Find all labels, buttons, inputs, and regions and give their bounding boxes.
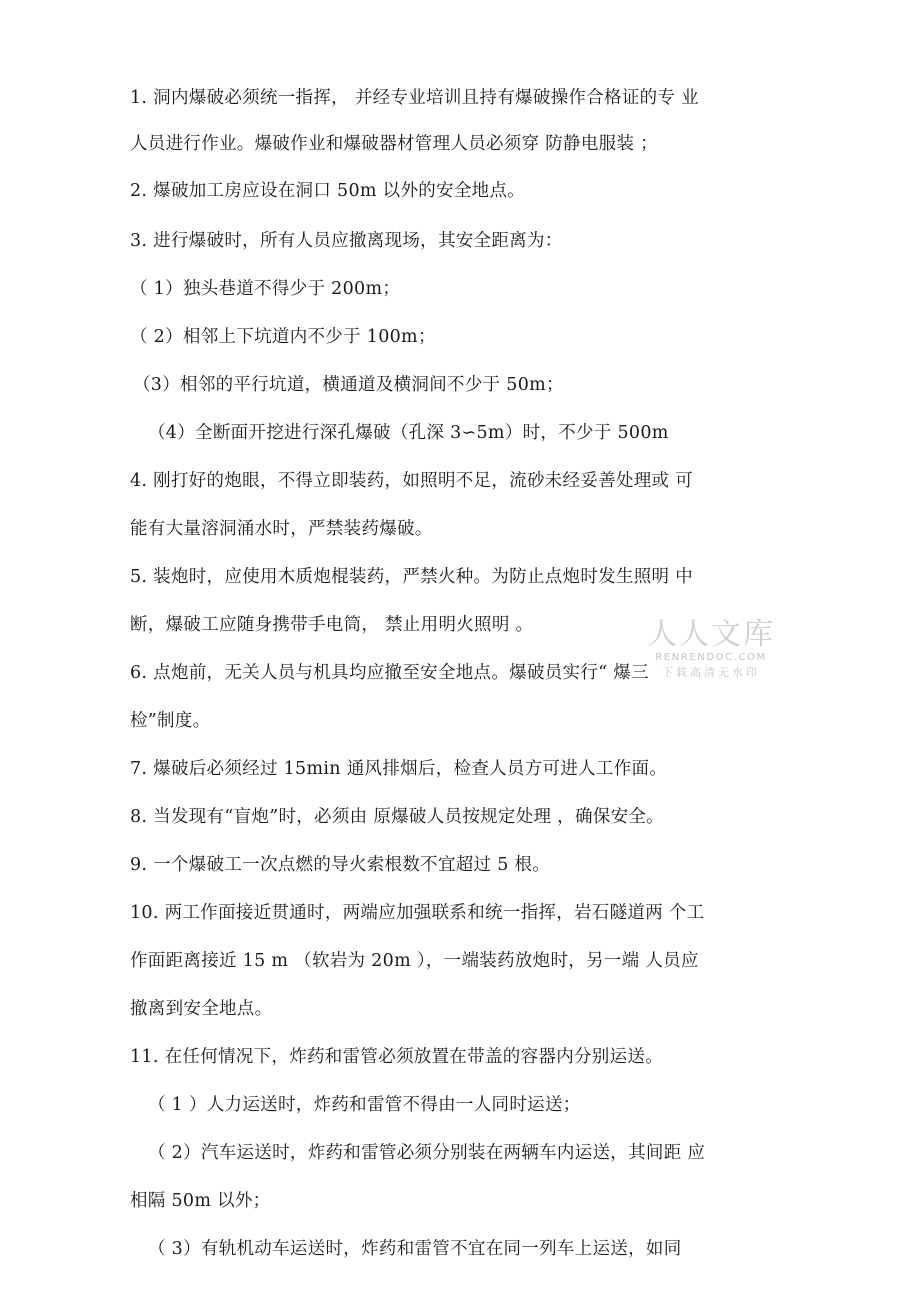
text-line: 撤离到安全地点。 [130, 999, 273, 1019]
text-line: （ 2）相邻上下坑道内不少于 100m； [130, 327, 436, 347]
text-line: 8. 当发现有“盲炮”时，必须由 原爆破人员按规定处理 ，确保安全。 [130, 807, 664, 827]
watermark-title: 人人文库 [647, 617, 775, 652]
text-line: （ 1）独头巷道不得少于 200m； [130, 279, 401, 299]
text-line: 断，爆破工应随身携带手电筒， 禁止用明火照明 。 [130, 615, 534, 635]
text-line: 9. 一个爆破工一次点燃的导火索根数不宜超过 5 根。 [130, 855, 551, 875]
text-line: 人员进行作业。爆破作业和爆破器材管理人员必须穿 防静电服装 ； [130, 134, 658, 154]
watermark [646, 618, 776, 680]
text-line: 11. 在任何情况下，炸药和雷管必须放置在带盖的容器内分别运送。 [130, 1047, 663, 1067]
text-line: 检”制度。 [130, 711, 211, 731]
text-line: （3）相邻的平行坑道，横通道及横洞间不少于 50m； [133, 375, 564, 395]
text-line: （ 3）有轨机动车运送时，炸药和雷管不宜在同一列车上运送，如同 [148, 1239, 682, 1259]
text-line: 相隔 50m 以外； [130, 1191, 271, 1211]
text-line: 作面距离接近 15 m （软岩为 20m ），一端装药放炮时，另一端 人员应 [130, 951, 699, 971]
text-line: （4）全断面开挖进行深孔爆破（孔深 3∽5m）时，不少于 500m [148, 423, 669, 443]
text-line: 10. 两工作面接近贯通时，两端应加强联系和统一指挥，岩石隧道两 个工 [130, 903, 705, 923]
text-line: 2. 爆破加工房应设在洞口 50m 以外的安全地点。 [130, 181, 526, 201]
text-line: （ 2）汽车运送时，炸药和雷管必须分别装在两辆车内运送，其间距 应 [148, 1143, 706, 1163]
text-line: 1. 洞内爆破必须统一指挥， 并经专业培训且持有爆破操作合格证的专 业 [130, 88, 699, 108]
text-line: 能有大量溶洞涌水时，严禁装药爆破。 [130, 519, 433, 539]
text-line: 7. 爆破后必须经过 15min 通风排烟后，检查人员方可进人工作面。 [130, 759, 668, 779]
watermark-slogan: 下载高清无水印 [662, 666, 760, 679]
text-line: 4. 刚打好的炮眼，不得立即装药，如照明不足，流砂未经妥善处理或 可 [130, 471, 694, 491]
text-line: 6. 点炮前，无关人员与机具均应撤至安全地点。爆破员实行“ 爆三 [130, 663, 649, 683]
text-line: （ 1 ）人力运送时，炸药和雷管不得由一人同时运送； [148, 1095, 581, 1115]
text-line: 3. 进行爆破时，所有人员应撤离现场，其安全距离为： [130, 231, 563, 251]
text-line: 5. 装炮时，应使用木质炮棍装药，严禁火种。为防止点炮时发生照明 中 [130, 567, 694, 587]
watermark-site: RENRENDOC.COM [655, 652, 767, 663]
